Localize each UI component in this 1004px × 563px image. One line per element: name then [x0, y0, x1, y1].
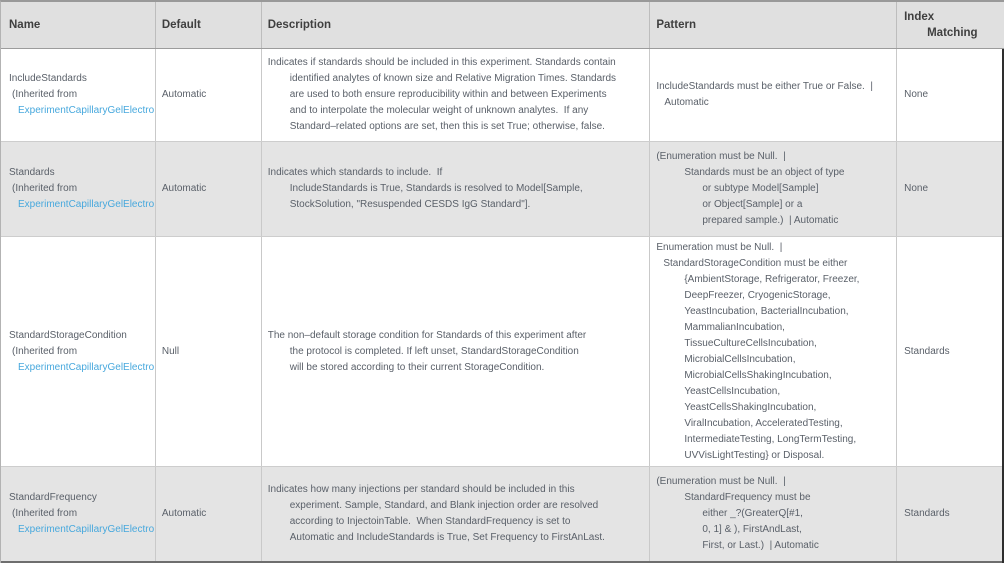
- default-cell: [156, 467, 262, 561]
- table-row: [1, 467, 1004, 563]
- column-header-description-label: Description: [267, 19, 331, 31]
- column-header-index-matching: [897, 2, 1004, 48]
- pattern-text: (Enumeration must be Null. | StandardFrequency must be either _?(GreaterQ[#1, 0, 1] & ), FirstAndLast, First, or Last.) | Automatic: [656, 476, 819, 551]
- name-cell: [1, 142, 156, 236]
- index-matching-cell: [897, 467, 1004, 561]
- inherited-experiment-link[interactable]: ExperimentCapillaryGelElectro: [18, 199, 155, 210]
- index-matching-cell: [897, 49, 1004, 141]
- option-name: StandardFrequency: [9, 492, 97, 503]
- default-value: Automatic: [161, 183, 207, 194]
- table-row: [1, 49, 1004, 142]
- pattern-text: Enumeration must be Null. | StandardStorageCondition must be either {AmbientStorage, Refrigerator, Freezer, DeepFreezer, CryogenicStorage, YeastIncubation, BacterialIncubation, MammalianIncubation, TissueCultureCellsIncubation, MicrobialCellsIncubation, MicrobialCellsShakingIncubation, YeastCellsIncubation, YeastCellsShakingIncubation, ViralIncubation, AcceleratedTesting, IntermediateTesting, LongTermTesting, UVVisLightTesting} or Disposal.: [656, 241, 860, 461]
- column-header-default: [156, 2, 262, 48]
- description-cell: [262, 237, 651, 466]
- index-matching-cell: [897, 142, 1004, 236]
- description-text: Indicates if standards should be included in this experiment. Standards contain identified analytes of known size and Relative Migration Times. Standards are used to both ensure reproducibility within and between Experiments and to interpolate the molecular weight of unknown analytes. If any Standard–related options are set, then this is set True; otherwise, false.: [267, 57, 617, 132]
- name-cell: [1, 237, 156, 466]
- default-value: Automatic: [161, 89, 207, 100]
- inherited-experiment-link[interactable]: ExperimentCapillaryGelElectro: [18, 105, 155, 116]
- column-header-pattern-label: Pattern: [656, 19, 696, 31]
- default-cell: [156, 237, 262, 466]
- default-value: Null: [161, 345, 180, 357]
- index-matching-value: None: [904, 183, 928, 194]
- inherited-from-text: (Inherited from: [12, 89, 78, 100]
- column-header-pattern: [650, 2, 897, 48]
- index-matching-value: None: [904, 89, 928, 100]
- table-row: [1, 142, 1004, 237]
- name-cell: [1, 467, 156, 561]
- index-matching-cell: [897, 237, 1004, 466]
- table-row: [1, 237, 1004, 467]
- default-cell: [156, 49, 262, 141]
- default-cell: [156, 142, 262, 236]
- option-name: IncludeStandards: [9, 73, 87, 84]
- pattern-cell: [650, 142, 897, 236]
- description-cell: [262, 49, 651, 141]
- description-text: Indicates how many injections per standard should be included in this experiment. Sample, Standard, and Blank injection order are resolved according to InjectoinTable. When StandardFrequency is set to Automatic and IncludeStandards is True, Set Frequency to FirstAnLast.: [267, 484, 605, 543]
- column-header-name: [1, 2, 156, 48]
- description-cell: [262, 467, 651, 561]
- index-matching-value: Standards: [904, 508, 950, 519]
- inherited-experiment-link[interactable]: ExperimentCapillaryGelElectro: [18, 361, 155, 373]
- table-header: [1, 2, 1004, 49]
- description-text: The non–default storage condition for Standards of this experiment after the protocol is completed. If left unset, StandardStorageCondition will be stored according to their current StorageCondition.: [267, 329, 587, 373]
- pattern-cell: [650, 237, 897, 466]
- pattern-text: IncludeStandards must be either True or False. | Automatic: [656, 81, 873, 108]
- pattern-cell: [650, 467, 897, 561]
- description-text: Indicates which standards to include. If IncludeStandards is True, Standards is resolved to Model[Sample, StockSolution, "Resuspended CESDS IgG Standard"].: [267, 167, 583, 210]
- description-cell: [262, 142, 651, 236]
- inherited-from-text: (Inherited from: [12, 183, 78, 194]
- default-value: Automatic: [161, 508, 207, 519]
- index-matching-value: Standards: [904, 345, 950, 357]
- column-header-description: [262, 2, 651, 48]
- option-name: Standards: [9, 167, 55, 178]
- inherited-from-text: (Inherited from: [12, 508, 78, 519]
- column-header-name-label: Name: [9, 19, 41, 31]
- option-name: StandardStorageCondition: [9, 329, 127, 341]
- column-header-index-matching-label: Index Matching: [904, 11, 978, 39]
- column-header-default-label: Default: [161, 19, 201, 31]
- inherited-experiment-link[interactable]: ExperimentCapillaryGelElectro: [18, 524, 155, 535]
- pattern-text: (Enumeration must be Null. | Standards must be an object of type or subtype Model[Sample] or Object[Sample] or a prepared sample.) | Automatic: [656, 151, 845, 226]
- pattern-cell: [650, 49, 897, 141]
- inherited-from-text: (Inherited from: [12, 345, 78, 357]
- name-cell: [1, 49, 156, 141]
